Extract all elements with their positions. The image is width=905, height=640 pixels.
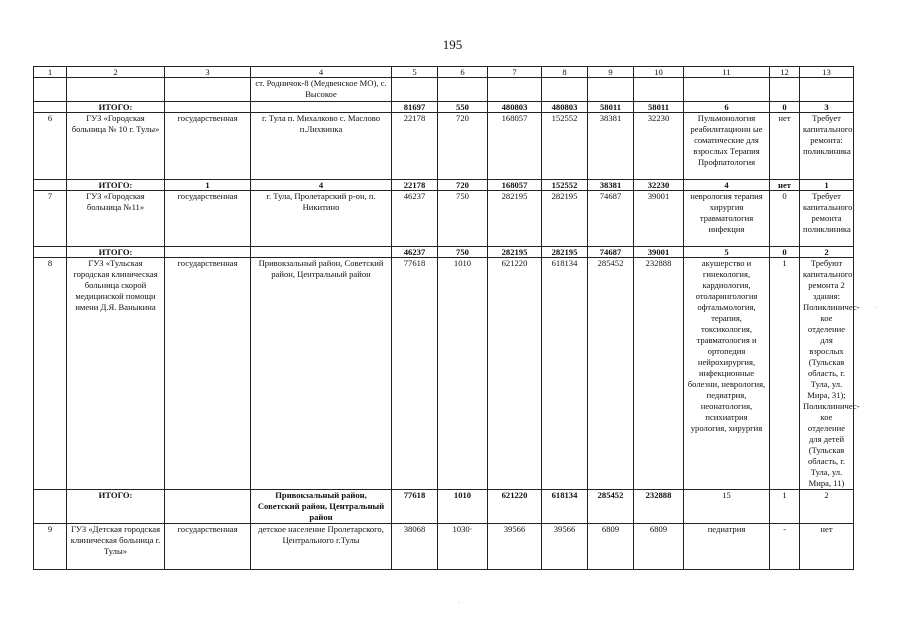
data-cell: 39566 xyxy=(488,524,542,570)
data-cell: 750 xyxy=(438,191,488,247)
location-cell: Привокзальный район, Советский район, Центральный район xyxy=(251,258,392,490)
column-header: 1 xyxy=(34,67,67,78)
data-cell: 282195 xyxy=(488,191,542,247)
column-header: 2 xyxy=(67,67,165,78)
total-cell: 74687 xyxy=(588,247,634,258)
table-row xyxy=(34,78,854,102)
location-cell: г. Тула, Пролетарский р-он, п. Никитино xyxy=(251,191,392,247)
profile-cell: акушерство и гинекология, кардиология, отоларингология офтальмология, терапия, токсикология, травматология и ортопедия нейрохирургия, инфекционные болезни, неврология, педиатрия, неонатология, психиатрия урология, хирургия xyxy=(684,258,770,490)
data-cell: 32230 xyxy=(634,113,684,180)
column-header: 7 xyxy=(488,67,542,78)
total-row xyxy=(34,247,854,258)
ownership-form: государственная xyxy=(165,524,251,570)
ownership-form: государственная xyxy=(165,191,251,247)
location-cell: г. Тула п. Михалково с. Маслово п.Лихвинка xyxy=(251,113,392,180)
total-row xyxy=(34,490,854,524)
total-cell: 282195 xyxy=(488,247,542,258)
column-header-row xyxy=(34,67,854,78)
column-header: 11 xyxy=(684,67,770,78)
data-cell: 618134 xyxy=(542,258,588,490)
row-number: 6 xyxy=(34,113,67,180)
total-cell: Привокзальный район, Советский район, Центральный район xyxy=(251,490,392,524)
data-cell: 6809 xyxy=(588,524,634,570)
ownership-form: государственная xyxy=(165,113,251,180)
column-header: 4 xyxy=(251,67,392,78)
total-cell: 32230 xyxy=(634,180,684,191)
column-header: 5 xyxy=(392,67,438,78)
note-cell: Требует капитального ремонта поликлиника xyxy=(800,191,854,247)
total-cell: 3 xyxy=(800,102,854,113)
institution-name: ГУЗ «Городская больница №11» xyxy=(67,191,165,247)
total-cell: 39001 xyxy=(634,247,684,258)
data-cell: 152552 xyxy=(542,113,588,180)
data-cell: 39001 xyxy=(634,191,684,247)
data-cell: 282195 xyxy=(542,191,588,247)
total-cell: 4 xyxy=(251,180,392,191)
note-cell: нет xyxy=(800,524,854,570)
total-cell: 46237 xyxy=(392,247,438,258)
data-cell: 621220 xyxy=(488,258,542,490)
data-cell: 38381 xyxy=(588,113,634,180)
total-cell: 282195 xyxy=(542,247,588,258)
data-cell: 720 xyxy=(438,113,488,180)
total-label: ИТОГО: xyxy=(67,102,165,113)
total-cell: 550 xyxy=(438,102,488,113)
table-row xyxy=(34,258,854,490)
data-cell: 39566 xyxy=(542,524,588,570)
total-cell: 2 xyxy=(800,247,854,258)
total-cell: 618134 xyxy=(542,490,588,524)
data-cell: 285452 xyxy=(588,258,634,490)
total-cell: 152552 xyxy=(542,180,588,191)
data-cell: - xyxy=(770,524,800,570)
total-cell: 5 xyxy=(684,247,770,258)
hospitals-table xyxy=(33,66,860,570)
profile-cell: неврология терапия хирургия травматология инфекция xyxy=(684,191,770,247)
total-cell: 4 xyxy=(684,180,770,191)
total-cell: 38381 xyxy=(588,180,634,191)
location-cell: детское население Пролетарского, Центрального г.Тулы xyxy=(251,524,392,570)
data-cell: 1030· xyxy=(438,524,488,570)
institution-name: ГУЗ «Тульская городская клиническая больница скорой медицинской помощи имени Д.Я. Ваныкина xyxy=(67,258,165,490)
page-number: 195 xyxy=(442,37,463,52)
total-row xyxy=(34,180,854,191)
total-cell: нет xyxy=(770,180,800,191)
column-header: 6 xyxy=(438,67,488,78)
data-cell: 46237 xyxy=(392,191,438,247)
location-cell: ст. Родничок-8 (Медвенское МО), с. Высокое xyxy=(251,78,392,102)
row-number: 7 xyxy=(34,191,67,247)
data-cell: 168057 xyxy=(488,113,542,180)
total-cell: 1 xyxy=(165,180,251,191)
row-number: 9 xyxy=(34,524,67,570)
total-cell: 480803 xyxy=(542,102,588,113)
total-label: ИТОГО: xyxy=(67,490,165,524)
data-cell: 22178 xyxy=(392,113,438,180)
profile-cell: педиатрия xyxy=(684,524,770,570)
total-cell: 1 xyxy=(800,180,854,191)
column-header: 3 xyxy=(165,67,251,78)
column-header: 12 xyxy=(770,67,800,78)
data-cell: 77618 xyxy=(392,258,438,490)
total-row xyxy=(34,102,854,113)
total-cell: 81697 xyxy=(392,102,438,113)
data-cell: 74687 xyxy=(588,191,634,247)
scan-speck: · xyxy=(875,305,877,311)
data-cell: 38068 xyxy=(392,524,438,570)
total-cell: 621220 xyxy=(488,490,542,524)
data-cell: 6809 xyxy=(634,524,684,570)
institution-name: ГУЗ «Городская больница № 10 г. Тулы» xyxy=(67,113,165,180)
total-cell: 480803 xyxy=(488,102,542,113)
data-cell: 0 xyxy=(770,191,800,247)
row-number: 8 xyxy=(34,258,67,490)
table-row xyxy=(34,524,854,570)
data-cell: 1010 xyxy=(438,258,488,490)
total-cell: 15 xyxy=(684,490,770,524)
total-cell: 285452 xyxy=(588,490,634,524)
column-header: 8 xyxy=(542,67,588,78)
total-cell: 232888 xyxy=(634,490,684,524)
total-cell: 1 xyxy=(770,490,800,524)
data-cell: нет xyxy=(770,113,800,180)
table-row xyxy=(34,191,854,247)
note-cell: Требует капитального ремонта: поликлиника xyxy=(800,113,854,180)
total-label: ИТОГО: xyxy=(67,247,165,258)
total-cell: 720 xyxy=(438,180,488,191)
total-cell: 0 xyxy=(770,102,800,113)
column-header: 13 xyxy=(800,67,854,78)
column-header: 10 xyxy=(634,67,684,78)
table-row xyxy=(34,113,854,180)
total-cell: 58011 xyxy=(588,102,634,113)
column-header: 9 xyxy=(588,67,634,78)
total-cell: 2 xyxy=(800,490,854,524)
data-cell: 1 xyxy=(770,258,800,490)
total-cell: 1010 xyxy=(438,490,488,524)
total-cell: 77618 xyxy=(392,490,438,524)
note-cell: Требуют капитального ремонта 2 здания: Поликлиничес- кое отделение для взрослых (Тульская область, г. Тула, ул. Мира, 31); Поликлиничес- кое отделение для детей (Тульская область, г. Тула, ул. Мира, 11) xyxy=(800,258,854,490)
total-cell: 6 xyxy=(684,102,770,113)
total-cell: 22178 xyxy=(392,180,438,191)
institution-name: ГУЗ «Детская городская клиническая больница г. Тулы» xyxy=(67,524,165,570)
data-cell: 232888 xyxy=(634,258,684,490)
scan-speck: · xyxy=(458,600,460,606)
ownership-form: государственная xyxy=(165,258,251,490)
total-label: ИТОГО: xyxy=(67,180,165,191)
total-cell: 58011 xyxy=(634,102,684,113)
total-cell: 0 xyxy=(770,247,800,258)
total-cell: 168057 xyxy=(488,180,542,191)
profile-cell: Пульмонология реабилитационн ые соматические для взрослых Терапия Профпатология xyxy=(684,113,770,180)
total-cell: 750 xyxy=(438,247,488,258)
